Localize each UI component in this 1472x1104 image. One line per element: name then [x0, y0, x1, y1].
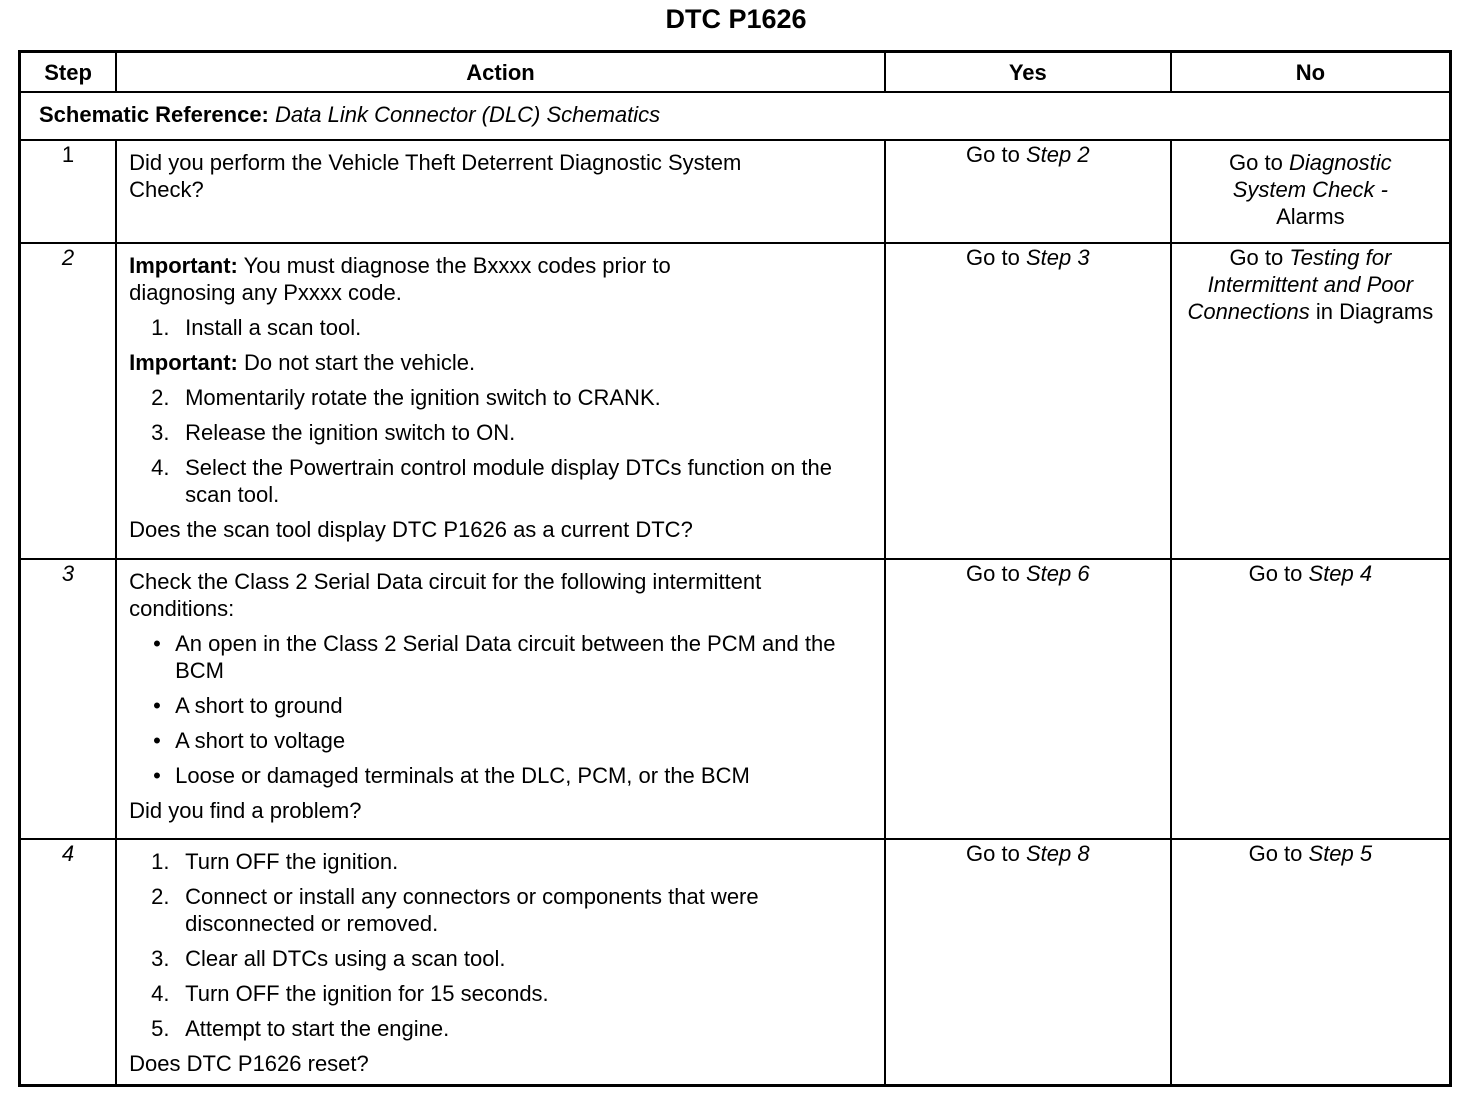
- item-number: 4.: [151, 981, 170, 1006]
- important-note: [129, 252, 872, 306]
- item-number: 1.: [151, 315, 170, 340]
- no-suffix: in Diagrams: [1309, 299, 1434, 324]
- item-text: Loose or damaged terminals at the DLC, PCM, or the BCM: [175, 763, 750, 788]
- list-item: [129, 314, 872, 341]
- step-intro: Check the Class 2 Serial Data circuit for the following intermittent conditions:: [129, 569, 762, 621]
- item-number: 2.: [151, 385, 170, 410]
- no-link[interactable]: Step 5: [1308, 841, 1373, 866]
- schematic-link[interactable]: Data Link Connector (DLC) Schematics: [275, 102, 661, 127]
- list-item: [129, 1015, 872, 1042]
- page-title: DTC P1626: [665, 4, 807, 34]
- bullet-icon: •: [153, 693, 161, 718]
- no-prefix: Go to: [1248, 841, 1309, 866]
- step-question: Does the scan tool display DTC P1626 as a current DTC?: [129, 517, 693, 542]
- step-number: 1: [20, 140, 117, 243]
- no-cell: [1171, 839, 1451, 1085]
- item-number: 5.: [151, 1016, 170, 1041]
- list-item: [129, 454, 872, 508]
- no-prefix: Go to: [1248, 561, 1309, 586]
- no-link[interactable]: Step 4: [1308, 561, 1373, 586]
- step-question: Does DTC P1626 reset?: [129, 1051, 369, 1076]
- item-number: 1.: [151, 849, 170, 874]
- list-item: [129, 945, 872, 972]
- yes-prefix: Go to: [966, 142, 1026, 167]
- important-label: Important:: [129, 253, 238, 278]
- step-number: 2: [20, 243, 117, 559]
- schematic-row: [20, 92, 1451, 140]
- item-text: Install a scan tool.: [185, 315, 362, 340]
- item-number: 3.: [151, 420, 170, 445]
- yes-link[interactable]: Step 2: [1025, 142, 1090, 167]
- step-action: [116, 839, 885, 1085]
- yes-prefix: Go to: [966, 841, 1026, 866]
- step-list: [129, 848, 872, 1042]
- yes-cell: [885, 559, 1171, 839]
- yes-link[interactable]: Step 3: [1025, 245, 1090, 270]
- list-item: [129, 419, 872, 446]
- step-number: 4: [20, 839, 117, 1085]
- condition-list: [129, 630, 872, 789]
- no-cell: [1171, 559, 1451, 839]
- item-text: Attempt to start the engine.: [185, 1016, 450, 1041]
- action-text: Did you perform the Vehicle Theft Deterrent Diagnostic System Check?: [129, 150, 742, 202]
- no-prefix: Go to: [1229, 245, 1290, 270]
- schematic-label: Schematic Reference:: [39, 102, 269, 127]
- no-cell: [1171, 140, 1451, 243]
- item-text: A short to ground: [175, 693, 343, 718]
- list-item: [129, 883, 872, 937]
- no-cell: [1171, 243, 1451, 559]
- bullet-icon: •: [153, 763, 161, 788]
- yes-cell: [885, 243, 1171, 559]
- table-row: [20, 559, 1451, 839]
- step-list: [129, 384, 872, 508]
- list-item: [129, 692, 872, 719]
- header-yes: Yes: [885, 52, 1171, 93]
- no-prefix: Go to: [1229, 150, 1289, 175]
- header-step: Step: [20, 52, 117, 93]
- item-number: 4.: [151, 455, 170, 480]
- step-question: Did you find a problem?: [129, 798, 362, 823]
- schematic-reference: [20, 92, 1451, 140]
- important-label: Important:: [129, 350, 238, 375]
- step-list: [129, 314, 872, 341]
- item-text: A short to voltage: [175, 728, 346, 753]
- item-text: Clear all DTCs using a scan tool.: [185, 946, 506, 971]
- yes-prefix: Go to: [966, 561, 1026, 586]
- table-row: [20, 839, 1451, 1085]
- item-number: 3.: [151, 946, 170, 971]
- header-row: [20, 52, 1451, 93]
- step-action: [116, 243, 885, 559]
- step-action: [116, 140, 885, 243]
- diagnostic-table: [18, 50, 1452, 1087]
- item-text: Release the ignition switch to ON.: [185, 420, 516, 445]
- step-number: 3: [20, 559, 117, 839]
- no-link[interactable]: Diagnostic System Check -: [1232, 150, 1392, 202]
- list-item: [129, 762, 872, 789]
- yes-prefix: Go to: [966, 245, 1026, 270]
- item-text: Momentarily rotate the ignition switch to CRANK.: [185, 385, 661, 410]
- item-text: An open in the Class 2 Serial Data circuit between the PCM and the BCM: [175, 631, 836, 683]
- no-link[interactable]: Testing for Intermittent and Poor Connections: [1187, 245, 1414, 324]
- item-text: Turn OFF the ignition for 15 seconds.: [185, 981, 549, 1006]
- item-number: 2.: [151, 884, 170, 909]
- bullet-icon: •: [153, 631, 161, 656]
- header-action: Action: [116, 52, 885, 93]
- table-row: [20, 140, 1451, 243]
- step-action: [116, 559, 885, 839]
- list-item: [129, 630, 872, 684]
- item-text: Select the Powertrain control module display DTCs function on the scan tool.: [185, 455, 832, 507]
- important-text: You must diagnose the Bxxxx codes prior to diagnosing any Pxxxx code.: [129, 253, 671, 305]
- item-text: Connect or install any connectors or components that were disconnected or removed.: [185, 884, 759, 936]
- item-text: Turn OFF the ignition.: [185, 849, 399, 874]
- yes-cell: [885, 839, 1171, 1085]
- yes-link[interactable]: Step 6: [1025, 561, 1090, 586]
- list-item: [129, 727, 872, 754]
- table-row: [20, 243, 1451, 559]
- header-no: No: [1171, 52, 1451, 93]
- yes-link[interactable]: Step 8: [1025, 841, 1090, 866]
- list-item: [129, 980, 872, 1007]
- no-suffix: Alarms: [1276, 204, 1345, 229]
- list-item: [129, 848, 872, 875]
- important-note: [129, 349, 872, 376]
- yes-cell: [885, 140, 1171, 243]
- important-text: Do not start the vehicle.: [237, 350, 476, 375]
- list-item: [129, 384, 872, 411]
- bullet-icon: •: [153, 728, 161, 753]
